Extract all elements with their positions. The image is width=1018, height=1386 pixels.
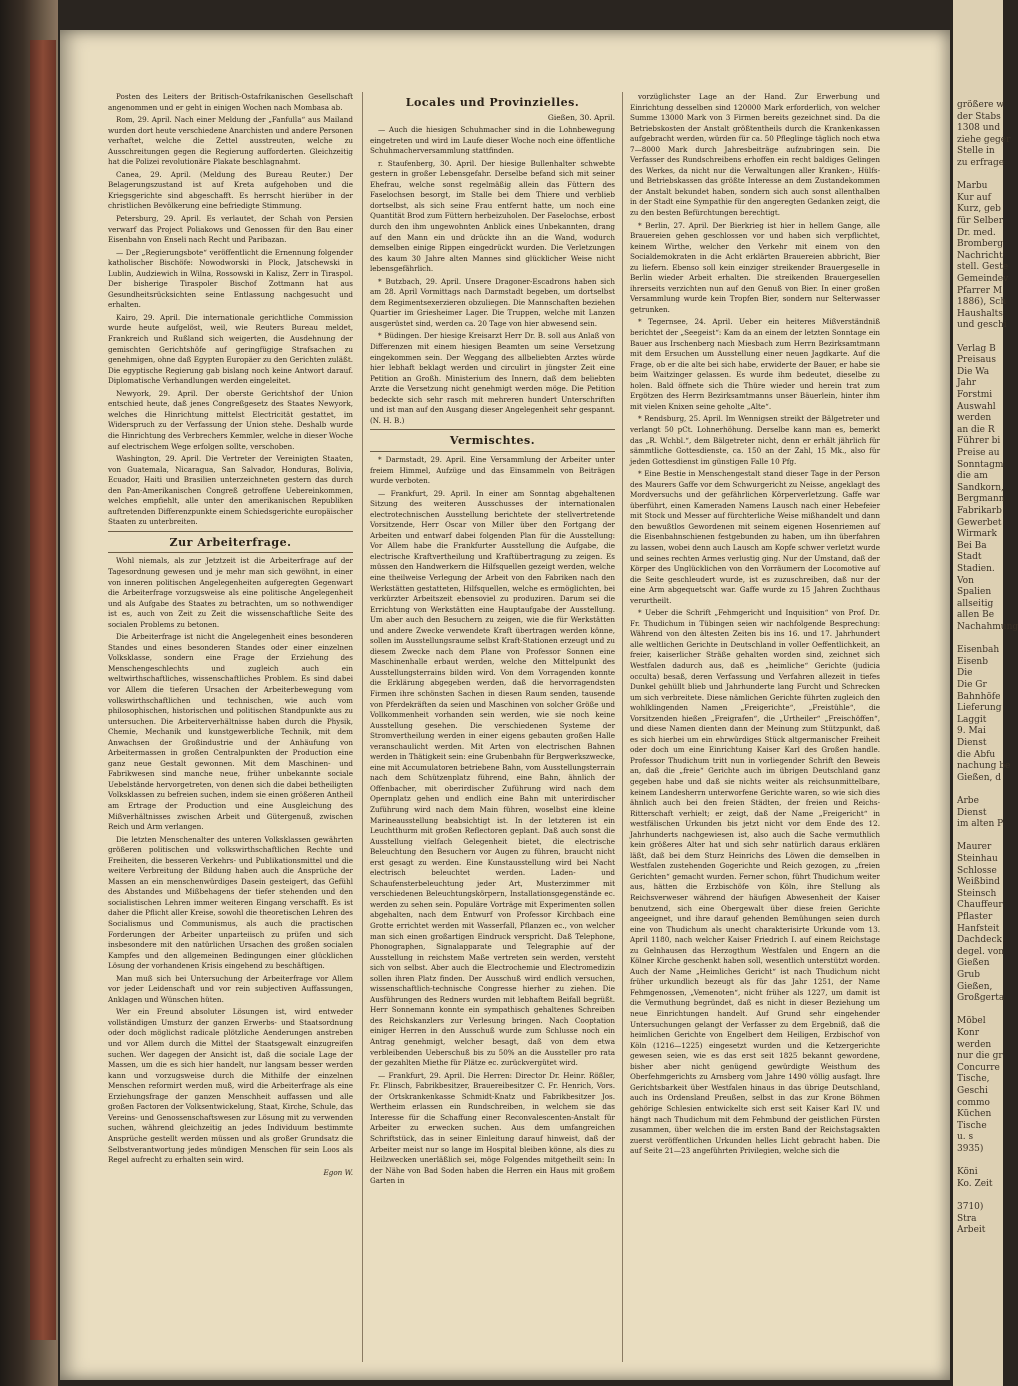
adjacent-page-fragment: Pfarrer M	[957, 285, 1003, 296]
adjacent-page-fragment: 9. Mai	[957, 726, 986, 737]
adjacent-page-fragment: die am	[957, 471, 988, 482]
adjacent-page-fragment: Nachahmung	[957, 622, 1018, 632]
adjacent-page-fragment: Die	[957, 668, 973, 679]
adjacent-page-fragment: Verlag B	[957, 343, 996, 354]
adjacent-page-fragment: Kurz, geb	[957, 204, 1001, 215]
adjacent-page-fragment: Geschi	[957, 1086, 988, 1096]
adjacent-page-fragment: 1308 und	[957, 123, 1001, 134]
continued-paragraphs	[630, 92, 880, 1157]
adjacent-page-fragment: Die Wa	[957, 366, 990, 377]
adjacent-page-fragment: allen Be	[957, 610, 995, 621]
adjacent-page-fragment: Laggit	[957, 714, 987, 725]
dateline: Gießen, 30. April.	[547, 112, 615, 122]
adjacent-page-fragment: Dr. med.	[957, 227, 996, 238]
article-paragraph: Man muß sich bei Untersuchung der Arbeiterfrage vor Allem vor jeder Leidenschaft und vor rein subjectiven Auffassungen, Anklagen und Wünschen hüten.	[108, 973, 353, 1004]
adjacent-page-fragment: Arbeit	[957, 1225, 986, 1236]
adjacent-page-fragment: stell. Geste	[957, 262, 1009, 273]
adjacent-page-fragment: Küchen	[957, 1109, 992, 1120]
adjacent-page-fragment: Dienst	[957, 807, 987, 818]
adjacent-page-fragment: Preise au	[957, 448, 1000, 458]
adjacent-page-fragment: Jahr	[957, 378, 977, 389]
divider	[370, 451, 615, 452]
binding-band	[30, 40, 56, 1340]
section-heading-arbeiterfrage: Zur Arbeiterfrage.	[169, 535, 292, 549]
column-right	[630, 92, 880, 1367]
adjacent-page-fragment: Weißbind	[957, 877, 1000, 888]
news-paragraph: Newyork, 29. April. Der oberste Gerichtshof der Union entschied heute, daß jenes Congreßgesetz des Staates Newyork, welches die Hinrichtung mittelst Electricität gestattet, im Widerspruch zu der Verfassung der Union stehe. Deshalb wurde die Hinrichtung des Verbrechers Kemmler, welche in dieser Woche auf electrischem Wege erfolgen sollte, verschoben.	[108, 388, 353, 451]
adjacent-page-fragment: im alten P	[957, 819, 1004, 830]
adjacent-page-fragment: Wirmark	[957, 529, 997, 540]
adjacent-page-fragment: Bahnhöfe	[957, 691, 1001, 702]
adjacent-page-fragment: degel. von	[957, 946, 1005, 957]
adjacent-page-fragment: Bei Ba	[957, 540, 987, 551]
adjacent-page-fragment: Fabrikarb	[957, 506, 1002, 516]
column-rule-left	[362, 92, 363, 1362]
local-news-paragraph: * Büdingen. Der hiesige Kreisarzt Herr Dr. B. soll aus Anlaß von Differenzen mit einem hiesigen Beamten um seine Versetzung eingekommen sein. Der Weggang des allbeliebten Arztes würde hier lebhaft beklagt werden und circulirt in jüngster Zeit eine Petition an Großh. Ministerium des Innern, daß dem beliebten Arzte die Versetzung nicht genehmigt werden möge. Die Petition bedeckte sich sehr rasch mit mehreren hundert Unterschriften und ist man auf den Ausgang dieser Angelegenheit sehr gespannt. (N. H. B.)	[370, 331, 615, 425]
adjacent-page-fragment: allseitig	[957, 598, 994, 609]
adjacent-page-fragment: Preisaus	[957, 355, 996, 366]
adjacent-page-fragment: Stelle in	[957, 146, 995, 157]
adjacent-page-fragment: für Selber	[957, 216, 1004, 226]
adjacent-page-fragment: commo	[957, 1097, 990, 1108]
column-left	[108, 92, 353, 1367]
divider	[108, 552, 353, 553]
news-paragraph: vorzüglichster Lage an der Hand. Zur Erwerbung und Einrichtung desselben sind 120000 Mark erforderlich, von welcher Summe 13000 Mark von 3 Firmen bereits gezeichnet sind. Da die Betriebskosten der Anstalt größtentheils durch die Krankenkassen aufgebracht werden, würden für ca. 50 Pfleglinge täglich noch etwa 7—8000 Mark durch Jahresbeiträge aufzubringen sein. Die Verfasser des Rundschreibens erhoffen ein recht baldiges Gelingen des Werkes, da nicht nur die Verwaltungen aller Kranken-, Hülfs- und Betriebskassen das größte Interesse an dem Zustandekommen der Anstalt bekundet haben, sondern sich auch sonst allenthalben in der Stadt eine Sympathie für den angeregten Gedanken zeigt, die zu den besten Befürchtungen berechtigt.	[630, 92, 880, 218]
article-paragraph: Die Arbeiterfrage ist nicht die Angelegenheit eines besonderen Standes und eines besonderen Standes oder einer einzelnen Volksklasse, sondern eine Frage der Erziehung des Menschengeschlechts und zugleich auch ein weltwirthschaftliches, wissenschaftliches Problem. Es sind dabei vor Allem die tieferen Ursachen der Arbeiterbewegung vom volkswirthschaftlichen und technischen, wie auch vom philosophischen, historischen und politischen Standpunkte aus zu untersuchen. Die Arbeiterverhältnisse haben durch die Physik, Chemie, Mechanik und kunstgewerbliche Technik, mit dem Anwachsen der Großindustrie und der Anhäufung von Arbeitermassen in großen Centralpunkten der Production eine ganz neue Gestalt gewonnen. Mit dem Maschinen- und Fabrikwesen sind manche neue, früher unbekannte sociale Uebelstände hervorgetreten, von denen sich die dabei betheiligten Volksklassen zu befreien suchen, indem sie einen größeren Antheil am Ertrage der Production und eine Ausgleichung des Mißverhältnisses zwischen Arbeit und Gütergenuß, zwischen Reich und Arm verlangen.	[108, 632, 353, 832]
adjacent-page-fragment: Bromberg	[957, 239, 1004, 250]
adjacent-page-fragment: Sonntagm	[957, 459, 1004, 470]
adjacent-page-fragment: Gießen, d	[957, 772, 1002, 783]
adjacent-page-fragment: Sandkorn,	[957, 482, 1004, 493]
column-middle	[370, 92, 615, 1367]
adjacent-page-fragment: die Abfu	[957, 749, 996, 760]
adjacent-page-fragment: Schlosse	[957, 865, 997, 876]
adjacent-page-fragment: ziehe geger	[957, 134, 1011, 145]
book-spine	[0, 0, 58, 1386]
adjacent-page-fragment: Ko. Zeit	[957, 1178, 993, 1189]
adjacent-page-fragment: der Stabs	[957, 111, 1001, 122]
adjacent-page-fragment: Hanfsteit	[957, 923, 1000, 934]
adjacent-page-fragment: Köni	[957, 1167, 978, 1178]
adjacent-page-fragment: Pflaster	[957, 912, 993, 922]
misc-news-paragraph: * Darmstadt, 29. April. Eine Versammlung der Arbeiter unter freiem Himmel, Aufzüge und das Einsammeln von Beiträgen wurde verboten.	[370, 454, 615, 486]
news-paragraph: Kairo, 29. April. Die internationale gerichtliche Commission wurde heute aufgelöst, weil, wie Reuters Bureau meldet, Frankreich und Rußland sich weigerten, die Ausdehnung der gemischten Gerichtshöfe auf geringfügige Strafsachen zu genehmigen, ohne daß Egypten Europäer zu den Gerichten zuläßt. Die egyptische Regierung gab bislang noch keine Antwort darauf. Diplomatische Verhandlungen werden eingeleitet.	[108, 312, 353, 386]
divider	[108, 531, 353, 532]
adjacent-page-fragment: u. s	[957, 1132, 974, 1143]
news-paragraph: Petersburg, 29. April. Es verlautet, der Schah von Persien verwarf das Project Poliakows und Genossen für den Bau einer Eisenbahn von Enseli nach Recht und Paribazan.	[108, 214, 353, 245]
adjacent-page-fragment: Concurre	[957, 1062, 1000, 1073]
adjacent-page-fragment: Gemeindev	[957, 274, 1009, 284]
adjacent-page-fragment: Führer bi	[957, 436, 1001, 447]
adjacent-page-fragment: Von	[957, 575, 974, 586]
adjacent-page-fragment: Grub	[957, 970, 981, 980]
adjacent-page-fragment: Lieferung	[957, 703, 1002, 714]
adjacent-page-fragment: größere w	[957, 100, 1005, 110]
news-paragraph: * Eine Bestie in Menschengestalt stand dieser Tage in der Person des Maurers Gaffe vor dem Schwurgericht zu Neisse, angeklagt des Mordversuchs und der gefährlichen Körperverletzung. Gaffe war überführt, einen Kameraden Namens Lausch nach einer Hebefeier mit Stock und Messer auf fürchterliche Weise mißhandelt und dann den bewußtlos Gewordenen mit seinem eigenen Hosenriemen auf die Eisenbahnschienen festgebunden zu haben, um ihn überfahren zu lassen, wobei denn auch Lausch am Kopfe schwer verletzt wurde und seines rechten Armes verlustig ging. Nur der Umstand, daß der Körper des Unglücklichen von den Vorräumern der Locomotive auf die Seite geschleudert wurde, ist es zuzuschreiben, daß nur der eine Arm abgequetscht war. Gaffe wurde zu 15 Jahren Zuchthaus verurtheilt.	[630, 469, 880, 605]
adjacent-page-fragment: Konr	[957, 1028, 979, 1038]
news-paragraph: — Der „Regierungsbote“ veröffentlicht die Ernennung folgender katholischer Bischöfe: Nowodworski in Plock, Jatschewski in Lublin, Audziewich in Wilna, Rossowski in Kalisz, Zerr in Tiraspol. Der bisherige Tiraspoler Bischof Zottmann hat aus Gesundheitsrücksichten seine Entlassung nachgesucht und erhalten.	[108, 247, 353, 310]
adjacent-page-fragment: an die R	[957, 424, 995, 435]
article-signature: Egon W.	[323, 1167, 353, 1177]
adjacent-page-fragment: Spalien	[957, 587, 992, 598]
adjacent-page-fragment: Eisenb	[957, 656, 988, 667]
adjacent-page-fragment: 3935)	[957, 1144, 984, 1154]
adjacent-page-fragment: 3710)	[957, 1202, 984, 1212]
news-paragraph: Canea, 29. April. (Meldung des Bureau Reuter.) Der Belagerungszustand ist auf Kreta aufgehoben und die Kriegsgerichte sind abgeschafft. Es herrscht hierüber in der christlichen Bevölkerung eine befriedigte Stimmung.	[108, 169, 353, 211]
adjacent-page-fragment: zu erfrage	[957, 158, 1005, 168]
news-paragraphs	[108, 92, 353, 528]
section-heading-locales: Locales und Provinzielles.	[405, 96, 580, 109]
news-paragraph: * Ueber die Schrift „Fehmgericht und Inquisition“ von Prof. Dr. Fr. Thudichum in Tübingen seien wir nachfolgende Besprechung: Während von den ältesten Zeiten bis ins 16. und 17. Jahrhundert alle weltlichen Gerichte in Deutschland in voller Oeffentlichkeit, an freier, kaiserlicher Sträße gehalten worden sind, zeichnet sich Westfalen dadurch aus, daß es „heimliche“ Gerichte (judicia occulta) besaß, deren Verfassung und Verfahren allezeit in tiefes Dunkel gehüllt blieb und Jahrhunderte lang Furcht und Schrecken um sich verbreitete. Diese nämlichen Gerichte führten zugleich den wohlklingenden Namen „Freigerichte“, „Freistühle“, die Vorsitzenden hießen „Freigrafen“, die „Urtheiler“ „Freischöffen“, und diese Namen dienten dann der Meinung zum Stützpunkt, daß es sich hierbei um ein ehrwürdiges Stück altgermanischer Freiheit oder doch um eine Einrichtung Kaiser Karl des Großen handle. Professor Thudichum tritt nun in vorliegender Schrift den Beweis an, daß die „freie“ Gerichte auch im übrigen Deutschland ganz gegeben habe und daß sie nichts weiter als reichsunmittelbare, keinem Landesherrn unterworfene Gerichte waren, so wie sich dies ähnlich auch bei den freien Städten, der freien und Reichs-Ritterschaft verhielt; er zeigt, daß der Name „Freigericht“ in westfälischen Urkunden bis jetzt nicht vor dem Ende des 12. Jahrhunderts nachgewiesen ist, also auch die Sache vermuthlich kein größeres Alter hat und sich sehr natürlich daraus erklären läßt, daß bei dem Sturz Heinrichs des Löwen die demselben in Westfalen zustehenden Gogerichte und Reich gezogen, zu „freien Gerichten“ gemacht wurden. Ferner schon, führt Thudichum weiter aus, hätten die Erzbischöfe von Köln, ihre Stellung als Reichsverweser während der häufigen Abwesenheit der Kaiser benutzend, sich eine Obergewalt über diese freien Gerichte angeeignet, und ihre darauf gehenden Bemühungen seien durch eine von Thudichum als unecht charakterisirte Urkunde vom 13. April 1180, nach welcher Kaiser Friedrich I. auf einem Reichstage zu Gelnhausen das Herzogthum Westfalen und Engern an die Kölner Kirche geschenkt haben soll, wesentlich unterstützt worden. Auch der Name „Heimliches Gericht“ ist nach Thudichum nicht früher urkundlich bezeugt als für das Jahr 1251, der Name Fehmgenossen, „Vemenoten“, nicht früher als 1227, um damit ist die Vermuthung begründet, daß es nicht in dieser Beziehung um neue Einrichtungen handelt. Auf Grund sehr eingehender Untersuchungen gelangt der Verfasser zu dem Ergebniß, daß die heimlichen Gerichte von Engelbert dem Heiligen, Erzbischof von Köln (1216—1225) eingesetzt wurden und die Ketzergerichte gewesen seien, wie es das erst seit 1825 bekannt gewordene, bisher aber nicht genügend gewürdigte Weisthum des Oberfehmgerichts zu Arnsberg vom Jahre 1490 völlig ausfagt. Ihre Gerichtsbarkeit über Westfalen hinaus in das übrige Deutschland, auch ins Ordensland Preußen, selbst in das zur Krone Böhmen gehörige Schlesien entwickelte sich erst seit Kaiser Karl IV. und hängt nach Thudichum mit dem Fehmbund der geistlichen Fürsten zusammen, über welchen die im ersten Band der Reichstagsakten zuerst veröffentlichen Urkunden helles Licht gebracht haben. Die auf Seite 21—23 angeführten Privilegien, welche sich die	[630, 608, 880, 1156]
article-body	[108, 556, 353, 1165]
adjacent-page-fragment: Steinsch	[957, 888, 997, 899]
adjacent-page-fragment: Bergmann	[957, 494, 1005, 505]
adjacent-page-fragment: 1886), Sch	[957, 297, 1007, 308]
adjacent-page-fragment: Kur auf	[957, 192, 991, 203]
adjacent-page-fragment: Eisenbah	[957, 645, 1000, 656]
divider	[370, 429, 615, 430]
section-heading-vermischtes: Vermischtes.	[449, 434, 536, 448]
news-paragraph: Rom, 29. April. Nach einer Meldung der „Fanfulla“ aus Mailand wurden dort heute verschiedene Anarchisten und andere Personen verhaftet, welche die Zettel ausstreuten, welche zu Ausschreitungen gegen die Regierung aufforderten. Gleichzeitig hat die Polizei revolutionäre Plakate beschlagnahmt.	[108, 115, 353, 167]
adjacent-page-fragment: Nachricht	[957, 250, 1003, 261]
news-paragraph: * Rendsburg, 25. April. Im Wennigsen streikt der Bälgetreter und verlangt 50 pCt. Lohnerhöhung. Derselbe kann man es, bemerkt das „R. Wchbl.“, dem Bälgetreter nicht, denn er erhält jährlich für sämmtliche Gottesdienste, ca. 150 an der Zahl, 15 Mk., also für jeden Gottesdienst im günstigen Falle 10 Pfg.	[630, 414, 880, 466]
adjacent-page-fragment: Tische,	[957, 1074, 990, 1085]
news-paragraph: Washington, 29. April. Die Vertreter der Vereinigten Staaten, von Guatemala, Nicaragua, San Salvador, Honduras, Bolivia, Ecuador, Haiti und Brasilien unterzeichneten gestern das durch den Pan-Amerikanischen Congreß getroffene Uebereinkommen, welches empfiehlt, alle unter den amerikanischen Republiken auftretenden Differenzpunkte einem Schiedsgerichte europäischer Staaten zu unterbreiten.	[108, 454, 353, 527]
adjacent-page-fragment: Arbe	[957, 796, 979, 806]
local-news-paragraph: — Auch die hiesigen Schuhmacher sind in die Lohnbewegung eingetreten und wird im Laufe dieser Woche noch eine öffentliche Schuhmacherversammlung stattfinden.	[370, 125, 615, 156]
adjacent-page-fragment: Haushalts	[957, 308, 1003, 319]
article-paragraph: Wohl niemals, als zur Jetztzeit ist die Arbeiterfrage auf der Tagesordnung gewesen und je mehr man sich gewöhnt, in einer von inneren politischen Angelegenheiten aufgeregten Gegenwart die Arbeiterfrage vorzugsweise als eine politische Angelegenheit und als Aufgabe des Staates zu betrachten, um so nothwendiger ist es, auch von Zeit zu Zeit die wissenschaftliche Seite des socialen Problems zu betonen.	[108, 556, 353, 629]
adjacent-page-fragment: werden	[957, 413, 992, 424]
adjacent-page-fragment: Gießen,	[957, 981, 993, 992]
news-paragraph: Posten des Leiters der Britisch-Ostafrikanischen Gesellschaft angenommen und er geht in einigen Wochen nach Mombasa ab.	[108, 92, 353, 112]
adjacent-page-fragment: und geschi	[957, 320, 1007, 331]
article-paragraph: Die letzten Menschenalter des unteren Volksklassen gewährten größeren politischen und volkswirthschaftlichen Rechte und Freiheiten, die besseren Verkehrs- und Publikationsmittel und die weitere Verbreitung der Bildung haben auch die Ansprüche der Massen an ein menschenwürdiges Dasein gesteigert, das Gefühl des Abstandes und Mißbehagens der tiefer stehenden und den socialistischen Lehren immer weiteren Eingang verschafft. Es ist daher die Pflicht aller Kreise, sowohl die theoretischen Lehren des Socialismus und Communismus, als auch die practischen Forderungen der Arbeiter unparteiisch zu prüfen und sich insbesondere mit den natürlichen Ursachen des großen socialen Kampfes und den allgemeinen Bedingungen einer glücklichen Lösung der vorhandenen Krisis eingehend zu beschäftigen.	[108, 834, 353, 971]
adjacent-page-fragment: Stra	[957, 1213, 977, 1224]
column-rule-right	[622, 92, 623, 1362]
news-paragraph: * Berlin, 27. April. Der Bierkrieg ist hier in hellem Gange, alle Brauereien gehen geschlossen vor und haben sich verpflichtet, keinem Wirthe, welcher den Verkehr mit einem von den Socialdemokraten in die Acht erklärten Brauereien abbricht, Bier zu liefern. Ebenso soll kein einziger streikender Brauergeselle in Berlin wieder Arbeit erhalten. Die streikenden Brauergesellen ihrerseits verzichten nun auf den Genuß von Bier. In einer großen Versammlung wurde kein Tropfen Bier, sondern nur Selterwasser getrunken.	[630, 220, 880, 314]
adjacent-page-fragment: Tische	[957, 1120, 987, 1131]
adjacent-page-fragment: Stadt	[957, 552, 982, 563]
local-news-paragraph: r. Staufenberg, 30. April. Der hiesige Bullenhalter schwebte gestern in großer Lebensgefahr. Derselbe befand sich mit seiner Ehefrau, welche sonst regelmäßig allein das Füttern des Faselochsen besorgt, im Stalle bei dem Thiere und verblieb dortselbst, als sich seine Frau entfernt hatte, um noch eine Quantität Brod zum Füttern herbeizuholen. Der Faselochse, erbost durch den ihm ungewohnten Anblick eines Unbekannten, drang auf den Mann ein und drückte ihn an die Wand, wodurch demselben einige Rippen eingedrückt wurden. Die Verletzungen des kaum 30 Jahre alten Mannes sind glücklicher Weise nicht lebensgefährlich.	[370, 158, 615, 274]
adjacent-page-strip	[950, 0, 1018, 1386]
news-paragraph: * Tegernsee, 24. April. Ueber ein heiteres Mißverständniß berichtet der „Seegeist“: Kam da an einem der letzten Sonntage ein Bauer aus Irschenberg nach Miesbach zum Herrn Bezirksamtmann mit dem Ersuchen um Ausstellung einer neuen Jagdkarte. Auf die Frage, ob er die alte bei sich habe, erwiderte der Bauer, er habe sie beim Waitzinger gelassen. Es wurde ihm bedeutet, dieselbe zu holen. Bald öffnete sich die Thüre wieder und herein trat zum Ergötzen des Herrn Bezirksamtmanns unser Bäuerlein, hinter ihm mit vielen Knixen seine geholte „Alte“.	[630, 317, 880, 411]
local-news-paragraph: * Butzbach, 29. April. Unsere Dragoner-Escadrons haben sich am 28. April Vormittags nach Darmstadt begeben, um dortselbst dem Regimentsexerzieren obzuliegen. Die Mannschaften beziehen Quartier im Griesheimer Lager. Die Truppen, welche mit Lanzen ausgerüstet sind, werden ca. 20 Tage von hier abwesend sein.	[370, 276, 615, 328]
adjacent-page-fragment: Gewerbet	[957, 517, 1002, 528]
misc-news-paragraph: — Frankfurt, 29. April. Die Herren: Director Dr. Heinr. Rößler, Fr. Flinsch, Fabrikbesitzer, Brauereibesitzer C. Fr. Henrich, Vors. der Ortskrankenkasse Schmidt-Knatz und Fabrikbesitzer Jos. Wertheim erlassen ein Rundschreiben, in welchem sie das Interesse für die Schaffung einer Reconvalescenten-Anstalt für Arbeiter zu erwecken suchen. Aus dem umfangreichen Schriftstück, das in seiner Einleitung darauf hinweist, daß der Arbeiter meist nur so lange im Hospital bleiben könne, als dies zu Heilzwecken unerläßlich sei, möge Folgendes mitgetheilt sein: In der Nähe von Bad Soden haben die Herren ein Haus mit großem Garten in	[370, 1070, 615, 1186]
article-paragraph: Wer ein Freund absoluter Lösungen ist, wird entweder vollständigen Umsturz der ganzen Erwerbs- und Staatsordnung oder doch möglichst radicale plötzliche Aenderungen anstreben und vor Allem durch die Mittel der Staatsgewalt einzugreifen suchen. Wer dagegen der Ansicht ist, daß die sociale Lage der Massen, um die es sich hier handelt, nur langsam besser werden kann und vorzugsweise durch die Mithilfe der einzelnen Menschen reformirt werden muß, wird die Arbeiterfrage als eine Erziehungsfrage der ganzen Menschheit auffassen und alle großen Factoren der Volksentwickelung, Staat, Kirche, Schule, das Vereins- und Genossenschaftswesen zur Lösung mit zu verwenden suchen, während gleichzeitig an jedes Individuum bestimmte Ansprüche gestellt werden müssen und als großer Grundsatz die Selbstverantwortung jedes mündigen Menschen für sein Loos als Regel aufrecht zu erhalten sein wird.	[108, 1007, 353, 1165]
adjacent-page-fragment: nur die gr	[957, 1051, 1003, 1062]
adjacent-page-fragment: werden	[957, 1039, 992, 1050]
adjacent-page-fragment: Maurer	[957, 842, 992, 853]
adjacent-page-fragment: Forstmi	[957, 390, 993, 400]
misc-news-paragraphs	[370, 455, 615, 1187]
adjacent-page-fragment: nachung be	[957, 761, 1011, 772]
adjacent-page-fragment: Großgerta	[957, 993, 1005, 1004]
adjacent-page-fragment: Möbel	[957, 1016, 986, 1027]
adjacent-page-fragment: Steinhau	[957, 854, 998, 864]
local-news-paragraphs	[370, 125, 615, 426]
adjacent-page-fragment: Dachdeck	[957, 935, 1002, 946]
adjacent-page-fragment: Auswahl	[957, 401, 996, 412]
adjacent-page-fragment: Die Gr	[957, 680, 987, 690]
adjacent-page-fragment: Stadien.	[957, 564, 995, 574]
misc-news-paragraph: — Frankfurt, 29. April. In einer am Sonntag abgehaltenen Sitzung des weiteren Ausschusses der internationalen electrotechnischen Ausstellung berichtete der stellvertretende Vorsitzende, Herr Oscar von Miller über den Fortgang der Arbeiten und entwarf dabei folgenden Plan für die Ausstellung: Vor Allem habe die Frankfurter Ausstellung die Aufgabe, die electrische Kraftvertheilung und Kraftübertragung zu zeigen. Es müssen den Handwerkern die Hilfsquellen gezeigt werden, welche eine theilweise Verlegung der Arbeit von den Fabriken nach den Werkstätten gestatteten, Hilfsquellen, welche es ermöglichten, bei verkürzter Arbeitszeit ebensoviel zu produziren. Darum sei die Errichtung von Werkstätten eine Hauptaufgabe der Ausstellung. Um aber auch den Besuchern zu zeigen, wie die für Werkstätten und andere Zwecke verwendete Kraft übertragen werden könne, sollen im Ausstellungsraume selbst Kraft-Stationen erzeugt und zu diesem Zwecke nach dem Plane von Professor Sonnen eine Maschinenhalle erbaut werden, welche den Mittelpunkt des Ausstellungsterrains bilden wird. Von dem Vorragenden konnte die Erklärung abgegeben werden, daß die hervorragendsten Firmen ihre schönsten Sachen in diesen Raum senden, tausende von Pferdekräften da seien und Maschinen von solcher Größe und Vollkommenheit vorhanden sein werden, wie sie noch keine Ausstellung gesehen. Die verschiedenen Systeme der Stromvertheilung werden in einer eigens gebauten großen Halle veranschaulicht werden. Mit Arten von electrischen Bahnen werden in Thätigkeit sein: eine Grubenbahn für Bergwerkszwecke, eine mit Accumulatoren betriebene Bahn, vom Ausstellungsterrain nach dem Schützenplatz führend, eine Bahn, ähnlich der Offenbacher, mit oberirdischer Zuführung wird nach dem Opernplatz gehen und endlich eine Bahn mit unterirdischer Zuführung wird nach dem Main führen, woselbst eine kleine Marineausstellung beabsichtigt ist. In der letzteren ist ein Leuchtthurm mit großen Reflectoren geplant. Daß auch sonst die Ausstellung vielfach Gelegenheit bietet, die electrische Beleuchtung den Besuchern vor Augen zu führen, braucht nicht erst gesagt zu werden. Eine Kunstausstellung wird bei Nacht electrisch beleuchtet werden. Laden- und Schaufensterbeleuchtung jeder Art, Musterzimmer mit verschiedenen Beleuchtungskörpern, Installationsgegenstände ec. werden zu sehen sein. Populäre Vorträge mit Experimenten sollen abgehalten, nach dem Entwurf von Professor Kirchbach eine Grotte errichtet werden mit Wasserfall, Pflanzen ec., von welcher man sich einen großartigen Eindruck verspricht. Daß Telephone, Phonographen, Signalapparate und Telegraphie auf der Ausstellung in reichstem Maße vertreten sein werden, versteht sich von selbst. Aber auch die Electrochemie und Electromedizin sollen ihren Platz finden. Der Ausschuß wird endlich versuchen, wissenschaftlich-technische Congresse hierher zu ziehen. Die Ausführungen des Redners wurden mit lebhaftem Beifall begrüßt. Herr Sonnemann konnte ein sympathisch gehaltenes Schreiben des Reichskanzlers zur Verlesung bringen. Nach Cooptation einiger Herren in den Ausschuß wurde zum Schlusse noch ein Antrag genehmigt, welcher besagt, daß von dem etwa verbleibenden Ueberschuß bis zu 50% an die Aussteller pro rata der gezahlten Miethe für Plätze ec. zurückvergütet wird.	[370, 488, 615, 1068]
adjacent-page-fragment: Dienst	[957, 738, 987, 748]
adjacent-page-fragment: Chauffeur	[957, 900, 1003, 911]
adjacent-page-fragment: Marbu	[957, 181, 988, 192]
adjacent-page-fragment: Gießen	[957, 958, 990, 969]
